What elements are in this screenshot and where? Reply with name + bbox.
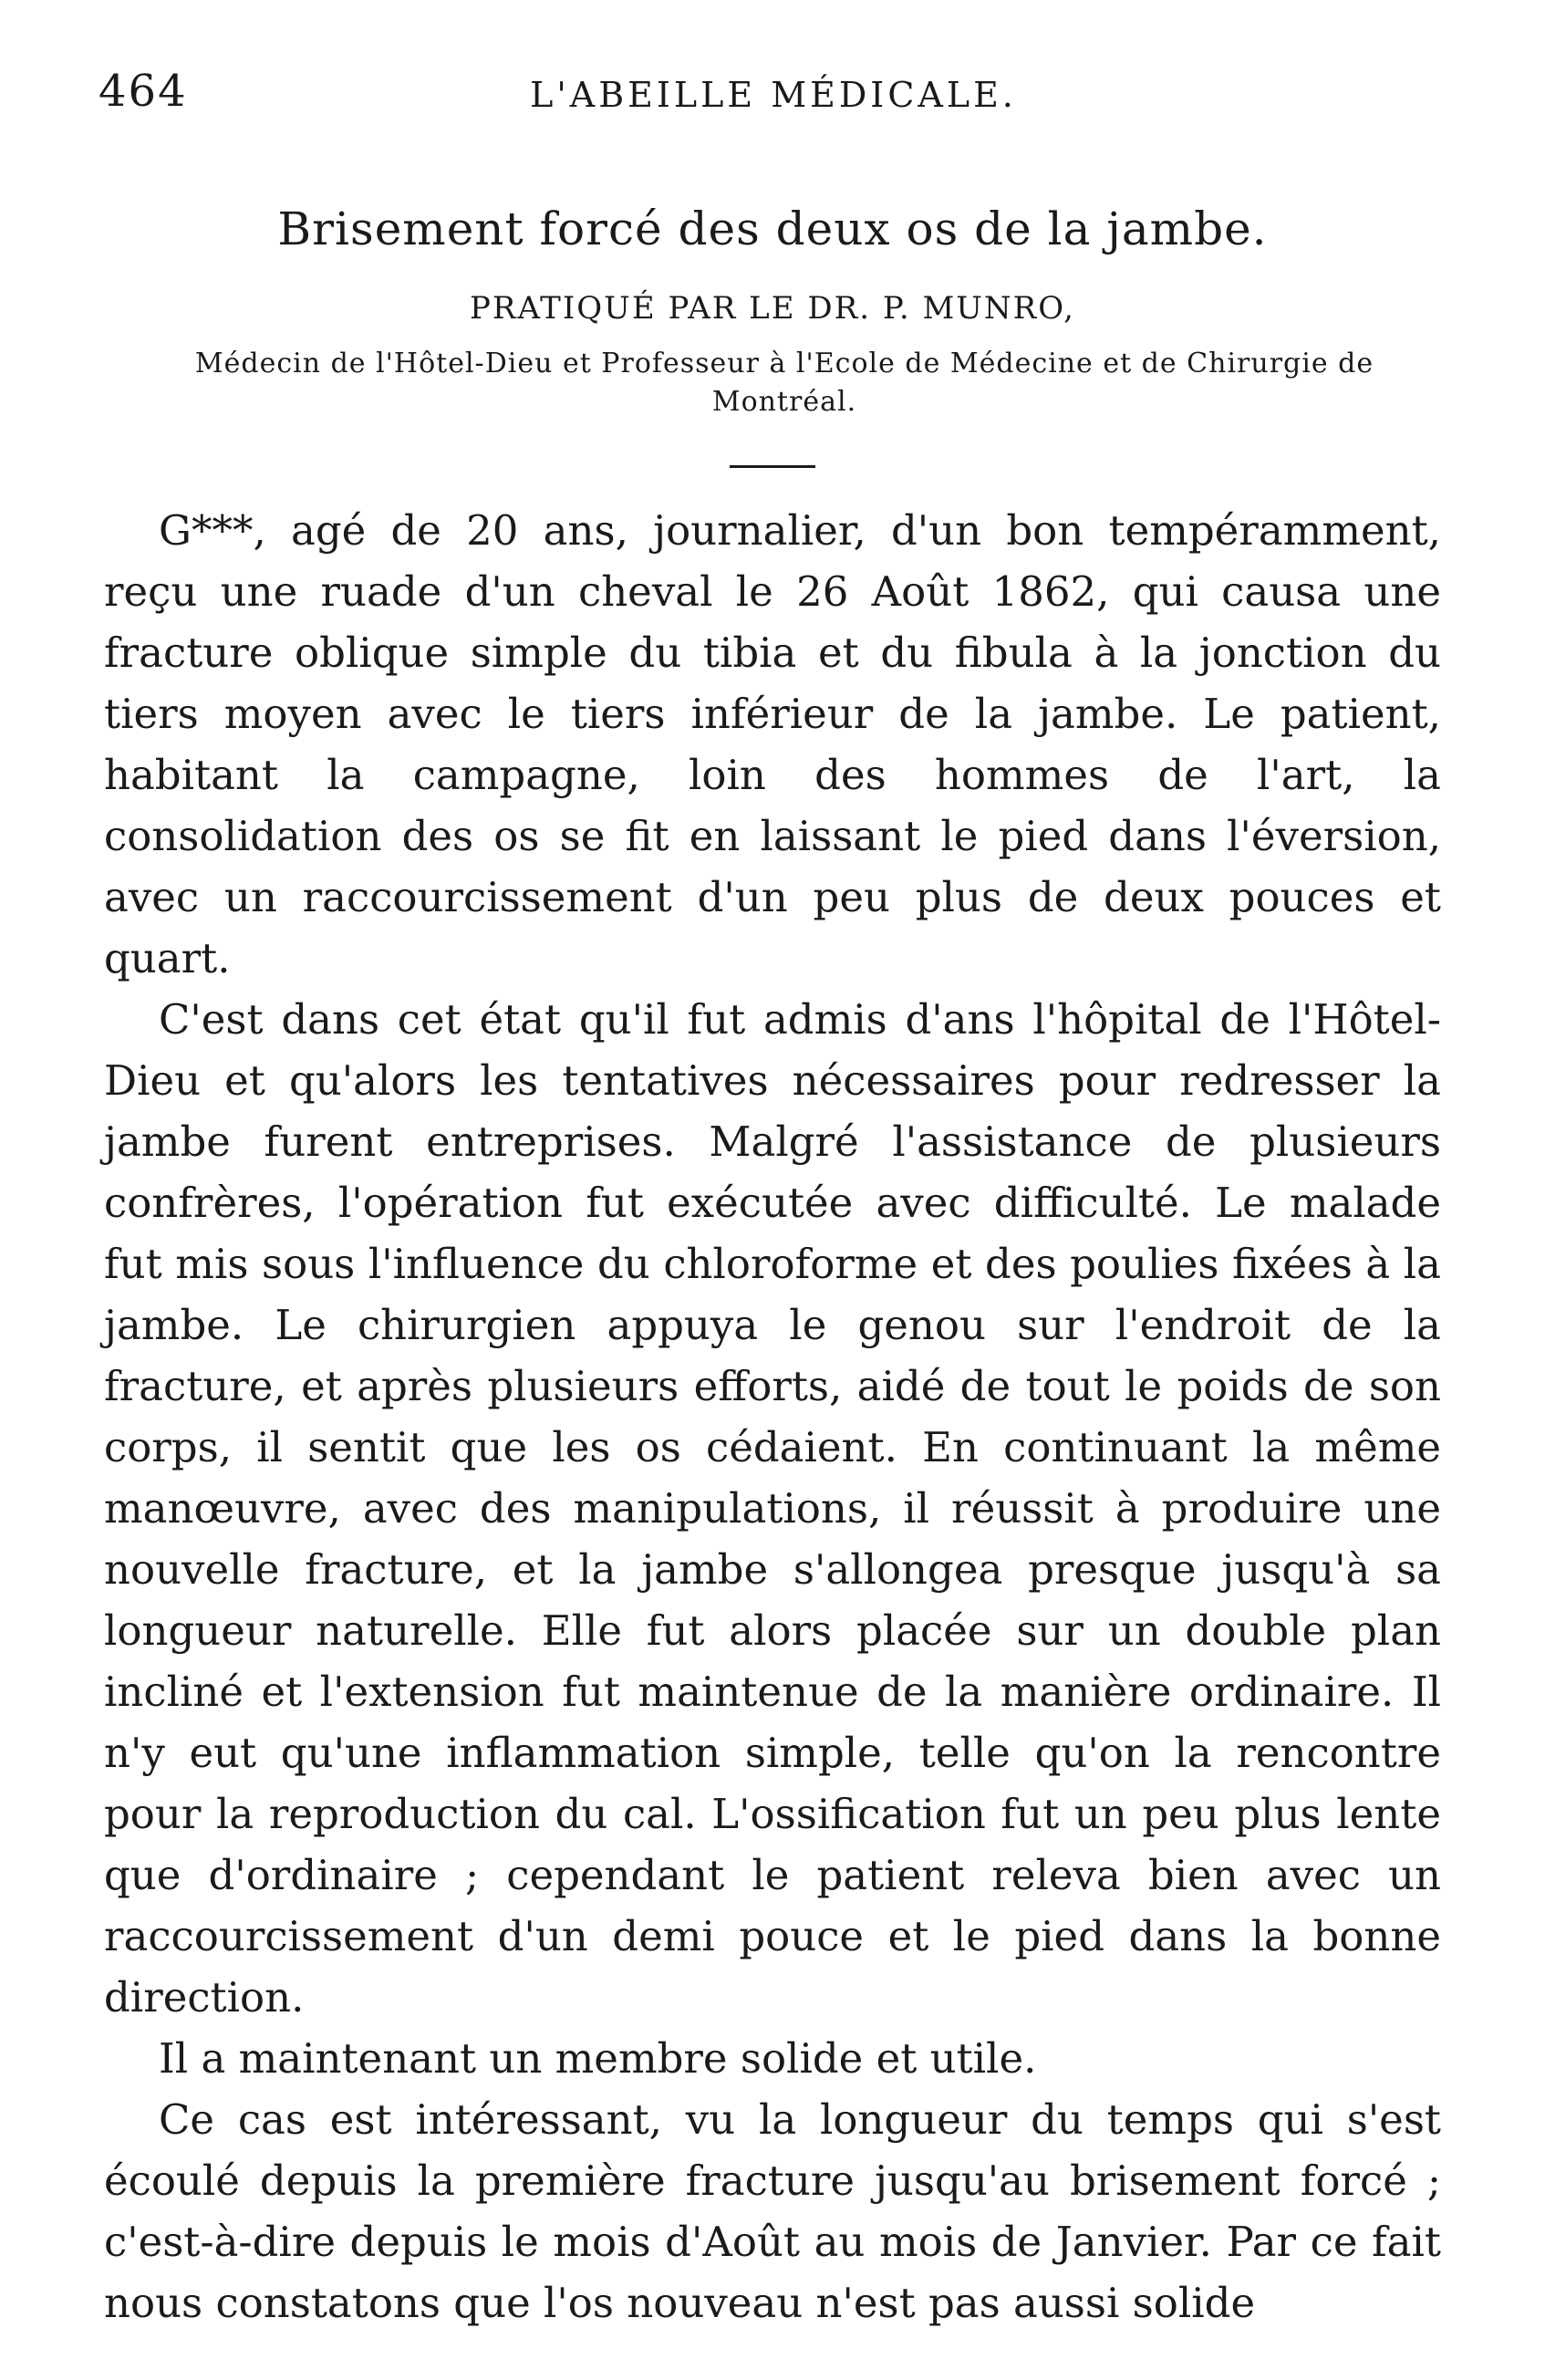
article-body bbox=[104, 500, 1441, 2333]
page-number: 464 bbox=[99, 66, 188, 117]
section-divider bbox=[730, 465, 815, 468]
journal-title: L'ABEILLE MÉDICALE. bbox=[530, 75, 1017, 115]
paragraph-2: C'est dans cet état qu'il fut admis d'ans l'hôpital de l'Hôtel-Dieu et qu'alors les tentatives nécessaires pour redresser la jambe furent entreprises. Malgré l'assistance de plusieurs confrères, l'opération fut exécutée avec difficulté. Le malade fut mis sous l'influence du chloroforme et des poulies fixées à la jambe. Le chirurgien appuya le genou sur l'endroit de la fracture, et après plusieurs efforts, aidé de tout le poids de son corps, il sentit que les os cédaient. En continuant la même manœuvre, avec des manipulations, il réussit à produire une nouvelle fracture, et la jambe s'allongea presque jusqu'à sa longueur naturelle. Elle fut alors placée sur un double plan incliné et l'extension fut maintenue de la manière ordinaire. Il n'y eut qu'une inflammation simple, telle qu'on la rencontre pour la reproduction du cal. L'ossification fut un peu plus lente que d'ordinaire ; cependant le patient releva bien avec un raccourcissement d'un demi pouce et le pied dans la bonne direction. bbox=[104, 995, 1441, 2021]
paragraph-1: G***, agé de 20 ans, journalier, d'un bon tempéramment, reçu une ruade d'un cheval le 26 Août 1862, qui causa une fracture oblique simple du tibia et du fibula à la jonction du tiers moyen avec le tiers inférieur de la jambe. Le patient, habitant la campagne, loin des hommes de l'art, la consolidation des os se fit en laissant le pied dans l'éversion, avec un raccourcissement d'un peu plus de deux pouces et quart. bbox=[104, 506, 1441, 982]
author-affiliation: Médecin de l'Hôtel-Dieu et Professeur à l'Ecole de Médecine et de Chirurgie de Montréal. bbox=[194, 348, 1374, 418]
paragraph-3: Il a maintenant un membre solide et utile. bbox=[159, 2034, 1037, 2083]
article-title: Brisement forcé des deux os de la jambe. bbox=[277, 203, 1268, 255]
running-head bbox=[99, 66, 1448, 130]
article-byline: PRATIQUÉ PAR LE DR. P. MUNRO, bbox=[470, 290, 1075, 327]
paragraph-4: Ce cas est intéressant, vu la longueur du temps qui s'est écoulé depuis la première fracture jusqu'au brisement forcé ; c'est-à-dire depuis le mois d'Août au mois de Janvier. Par ce fait nous constatons que l'os nouveau n'est pas aussi solide bbox=[104, 2095, 1441, 2327]
